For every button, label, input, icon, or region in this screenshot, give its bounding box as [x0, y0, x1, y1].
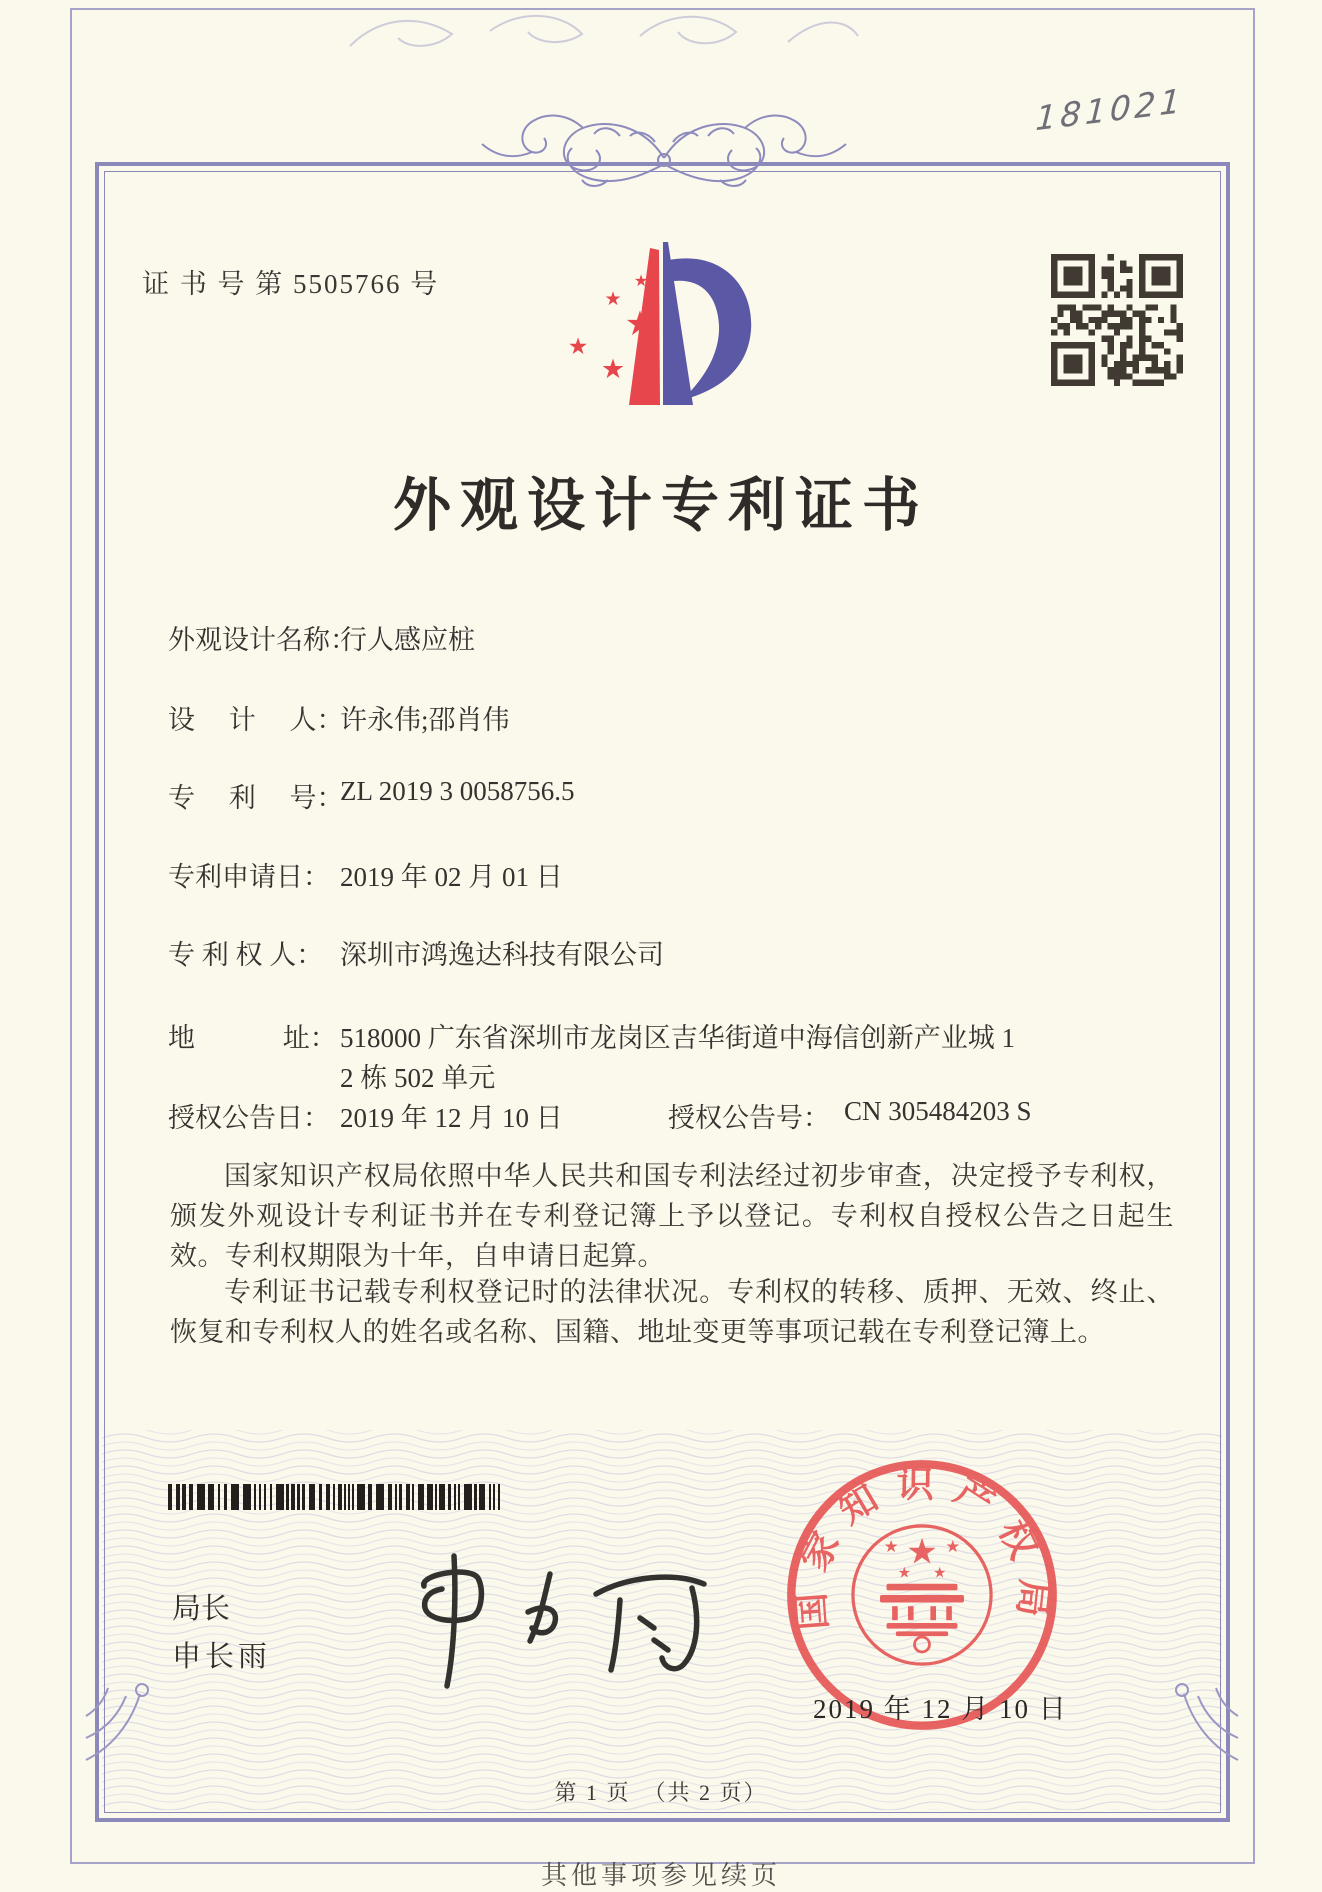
qr-code-icon	[1051, 254, 1183, 386]
svg-text:★: ★	[604, 288, 622, 310]
svg-text:★: ★	[897, 1563, 911, 1582]
svg-text:★: ★	[624, 304, 656, 344]
body-paragraph-1: 国家知识产权局依照中华人民共和国专利法经过初步审查，决定授予专利权，颁发外观设计专利证书并在专利登记簿上予以登记。专利权自授权公告之日起生效。专利权期限为十年，自申请日起算。	[170, 1161, 1174, 1271]
designer-label: 设 计 人：	[168, 705, 344, 735]
commissioner-name: 申长雨	[172, 1641, 272, 1673]
svg-text:★: ★	[633, 271, 649, 290]
svg-text:★: ★	[883, 1536, 899, 1557]
svg-text:★: ★	[945, 1536, 961, 1557]
address-label: 地 址：	[168, 1023, 337, 1053]
grant-number-label: 授权公告号：	[668, 1103, 830, 1133]
design-name-value: 行人感应桩	[340, 625, 475, 655]
body-paragraph-2: 专利证书记载专利权登记时的法律状况。专利权的转移、质押、无效、终止、恢复和专利权人的姓名或名称、国籍、地址变更等事项记载在专利登记簿上。	[170, 1277, 1174, 1347]
corner-flourish-right-icon	[1156, 1676, 1246, 1768]
handwritten-annotation: 181021	[1034, 80, 1186, 139]
commissioner-title: 局长	[172, 1593, 231, 1625]
svg-text:★: ★	[933, 1563, 947, 1582]
cnipa-logo-icon	[556, 238, 768, 416]
svg-text:★: ★	[906, 1531, 938, 1573]
certificate-number: 证 书 号 第 5505766 号	[142, 269, 440, 299]
patent-number-label: 专 利 号：	[168, 783, 344, 813]
grant-number-value: CN 305484203 S	[844, 1096, 1032, 1126]
handwritten-signature-icon	[392, 1546, 722, 1701]
filing-date-value: 2019 年 02 月 01 日	[340, 862, 563, 892]
top-edge-ornament-icon	[340, 4, 870, 64]
grant-date-value: 2019 年 12 月 10 日	[340, 1103, 563, 1133]
patentee-value: 深圳市鸿逸达科技有限公司	[340, 940, 664, 970]
address-value-line1: 518000 广东省深圳市龙岗区吉华街道中海信创新产业城 1	[340, 1023, 1015, 1053]
continuation-note-clipped: 其他事项参见续页	[540, 1861, 781, 1890]
svg-text:★: ★	[600, 354, 626, 385]
filing-date-label: 专利申请日：	[168, 862, 330, 892]
grant-date-label: 授权公告日：	[168, 1103, 330, 1133]
barcode-icon	[168, 1484, 510, 1510]
seal-arc-text: 国家知识产权局	[790, 1464, 1055, 1636]
designer-value: 许永伟;邵肖伟	[340, 705, 510, 735]
corner-flourish-left-icon	[78, 1676, 168, 1768]
frame-top-flourish-icon	[468, 106, 860, 210]
page-number: 第 1 页 （共 2 页）	[554, 1780, 768, 1805]
design-name-label: 外观设计名称：	[168, 625, 357, 655]
issue-date: 2019 年 12 月 10 日	[813, 1694, 1068, 1724]
patent-number-value: ZL 2019 3 0058756.5	[340, 776, 575, 806]
svg-text:★: ★	[567, 334, 589, 360]
seal-national-emblem	[853, 1526, 991, 1664]
page-title: 外观设计专利证书	[392, 473, 929, 538]
patentee-label: 专 利 权 人：	[168, 940, 324, 970]
address-value-line2: 2 栋 502 单元	[340, 1063, 496, 1093]
